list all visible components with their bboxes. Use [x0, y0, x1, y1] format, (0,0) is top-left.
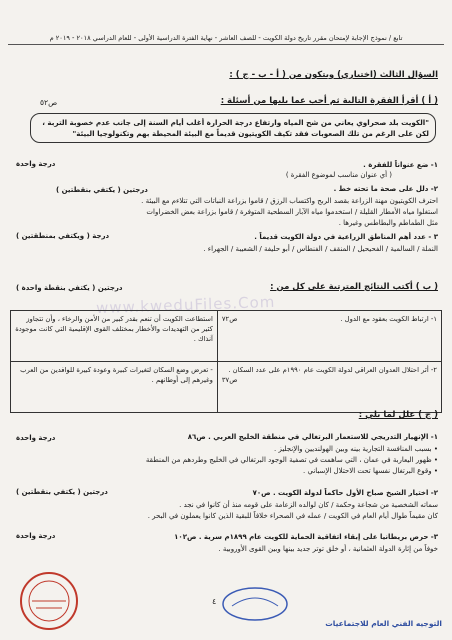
- c-q1-answer-2: • ظهور اليعاربة في عمان ، التي ساهمت في تصفية الوجود البرتغالي في الخليج وطردهم من المنطقة: [145, 456, 438, 464]
- c-q2-answer-1: سماته الشخصية من شجاعة وحكمة / كان لوالده الزعامة على قومه منذ أن كانوا في نجد .: [179, 501, 438, 509]
- a-q3-mark: درجة ( ويكتفي بمنطقتين ): [16, 232, 110, 240]
- ministry-seal-icon: [220, 584, 290, 624]
- a-q1-answer: ( أي عنوان مناسب لموضوع الفقرة ): [285, 171, 392, 179]
- c-q3-answer: خوفاً من إثارة الدولة العثمانية ، أو خلق توتر جديد بينها وبين القوى الأوروبية .: [218, 545, 438, 553]
- section-b-mark: درجتين ( يكتفي بنقطة واحدة ): [16, 284, 123, 292]
- a-q3-answer: النملة / السالمية / الفحيحيل / المنقف / الفنطاس / أبو حليفة / الشعيبة / الجهراء .: [203, 245, 438, 253]
- section-b-label: ( ب ) أكتب النتائج المترتبة على كل من :: [270, 282, 438, 292]
- passage-box: "الكويت بلد صحراوي يعاني من شح المياه وارتفاع درجة الحرارة أغلب أيام السنة إلى جانب عدم خصوبة التربة ، لكن على الرغم من تلك الصعوبات فقد تكيف الكويتيون قديماً مع البيئة المحيطة بهم وتكنولوجيا البيئة": [30, 113, 436, 143]
- document-header: تابع / نموذج الإجابة لإمتحان مقرر تاريخ دولة الكويت - للصف العاشر - نهاية الفترة الدراسية الأولى - للعام الدراسي ٢٠١٨ - ٢٠١٩ م: [8, 34, 444, 45]
- a-q3: ٣ - عدد أهم المناطق الزراعية في دولة الكويت قديماً .: [254, 233, 438, 241]
- c-q2-answer-2: كان مقيماً طوال أيام العام في الكويت / عمله في الصحراء خلافاً للبقية الذين كانوا يعملون في البحر .: [147, 512, 438, 520]
- table-cell-question: ١- ارتباط الكويت بعقود مع الدول . ص٧٢: [217, 311, 441, 362]
- a-q2: ٢- دلل على صحة ما تحته خط .: [333, 185, 438, 193]
- table-cell-answer: استطاعت الكويت أن تنعم بقدر كبير من الأمن والرخاء ، وأن تتجاوز كثير من التهديدات والأخطار بمختلف القوى الإقليمية التي كانت موجودة آنذاك .: [11, 311, 218, 362]
- section-a-page-ref: ص٥٢: [40, 98, 58, 107]
- watermark: www.kweduFiles.Com: [95, 292, 276, 318]
- a-q2-mark: درجتين ( يكتفي بنقطتين ): [56, 186, 148, 194]
- c-q2: ٢- اختيار الشيخ صباح الأول حاكماً لدولة الكويت . ص٧٠: [252, 489, 438, 497]
- c-q1-answer-3: • وقوع البرتغال نفسها تحت الاحتلال الإسباني .: [303, 467, 438, 475]
- a-q1: ١- ضع عنواناً للفقرة .: [363, 161, 438, 169]
- table-row: [11, 311, 442, 362]
- c-q1-answer-1: • بسبب المنافسة التجارية بينه وبين الهولنديين والإنجليز .: [274, 445, 438, 453]
- c-q2-mark: درجتين ( يكتفي بنقطتين ): [16, 488, 108, 496]
- table-row: [11, 362, 442, 413]
- c-q1: ١- الإنهيار التدريجي للاستعمار البرتغالي في منطقة الخليج العربي . ص٨٦: [187, 433, 438, 441]
- c-q3: ٣- حرص بريطانيا على إبقاء اتفاقية الحماية للكويت عام ١٨٩٩م سرية . ص١٠٢: [174, 533, 438, 541]
- results-table: [10, 310, 442, 413]
- section-c-label: ( ج ) علل لما يلي :: [358, 410, 438, 420]
- a-q1-mark: درجة واحدة: [16, 160, 56, 168]
- question-3-title: السؤال الثالث (اختياري) ويتكون من ( أ - ب - ج ) :: [229, 70, 438, 80]
- a-q2-answer-1: احترف الكويتيون مهنة الزراعة بقصد الربح واكتساب الرزق / قاموا بزراعة النباتات التي تتلاءم مع البيئة .: [141, 197, 438, 205]
- a-q2-answer-3: مثل الطماطم والبطاطس وغيرها .: [338, 219, 438, 227]
- table-cell-question: ٢- أثر احتلال العدوان العراقي لدولة الكويت عام ١٩٩٠م على عدد السكان . ص٣٧: [217, 362, 441, 413]
- c-q3-mark: درجة واحدة: [16, 532, 56, 540]
- a-q2-answer-2: استغلوا مياه الأمطار القليلة / استخدموا مياه الآبار السطحية المتوفرة / قاموا بزراعة بعض الخضراوات: [146, 208, 438, 216]
- section-a-label: ( أ ) أقرأ الفقرة التالية ثم أجب عما يليها من أسئلة :: [220, 96, 438, 106]
- table-cell-answer: - تعرض وضع السكان لتغيرات كبيرة وعودة كبيرة للوافدين من العرب وغيرهم إلى أوطانهم .: [11, 362, 218, 413]
- page-number: ٤: [212, 597, 217, 606]
- c-q1-mark: درجة واحدة: [16, 434, 56, 442]
- footer-department: التوجيه الفني العام للاجتماعيات: [325, 619, 442, 628]
